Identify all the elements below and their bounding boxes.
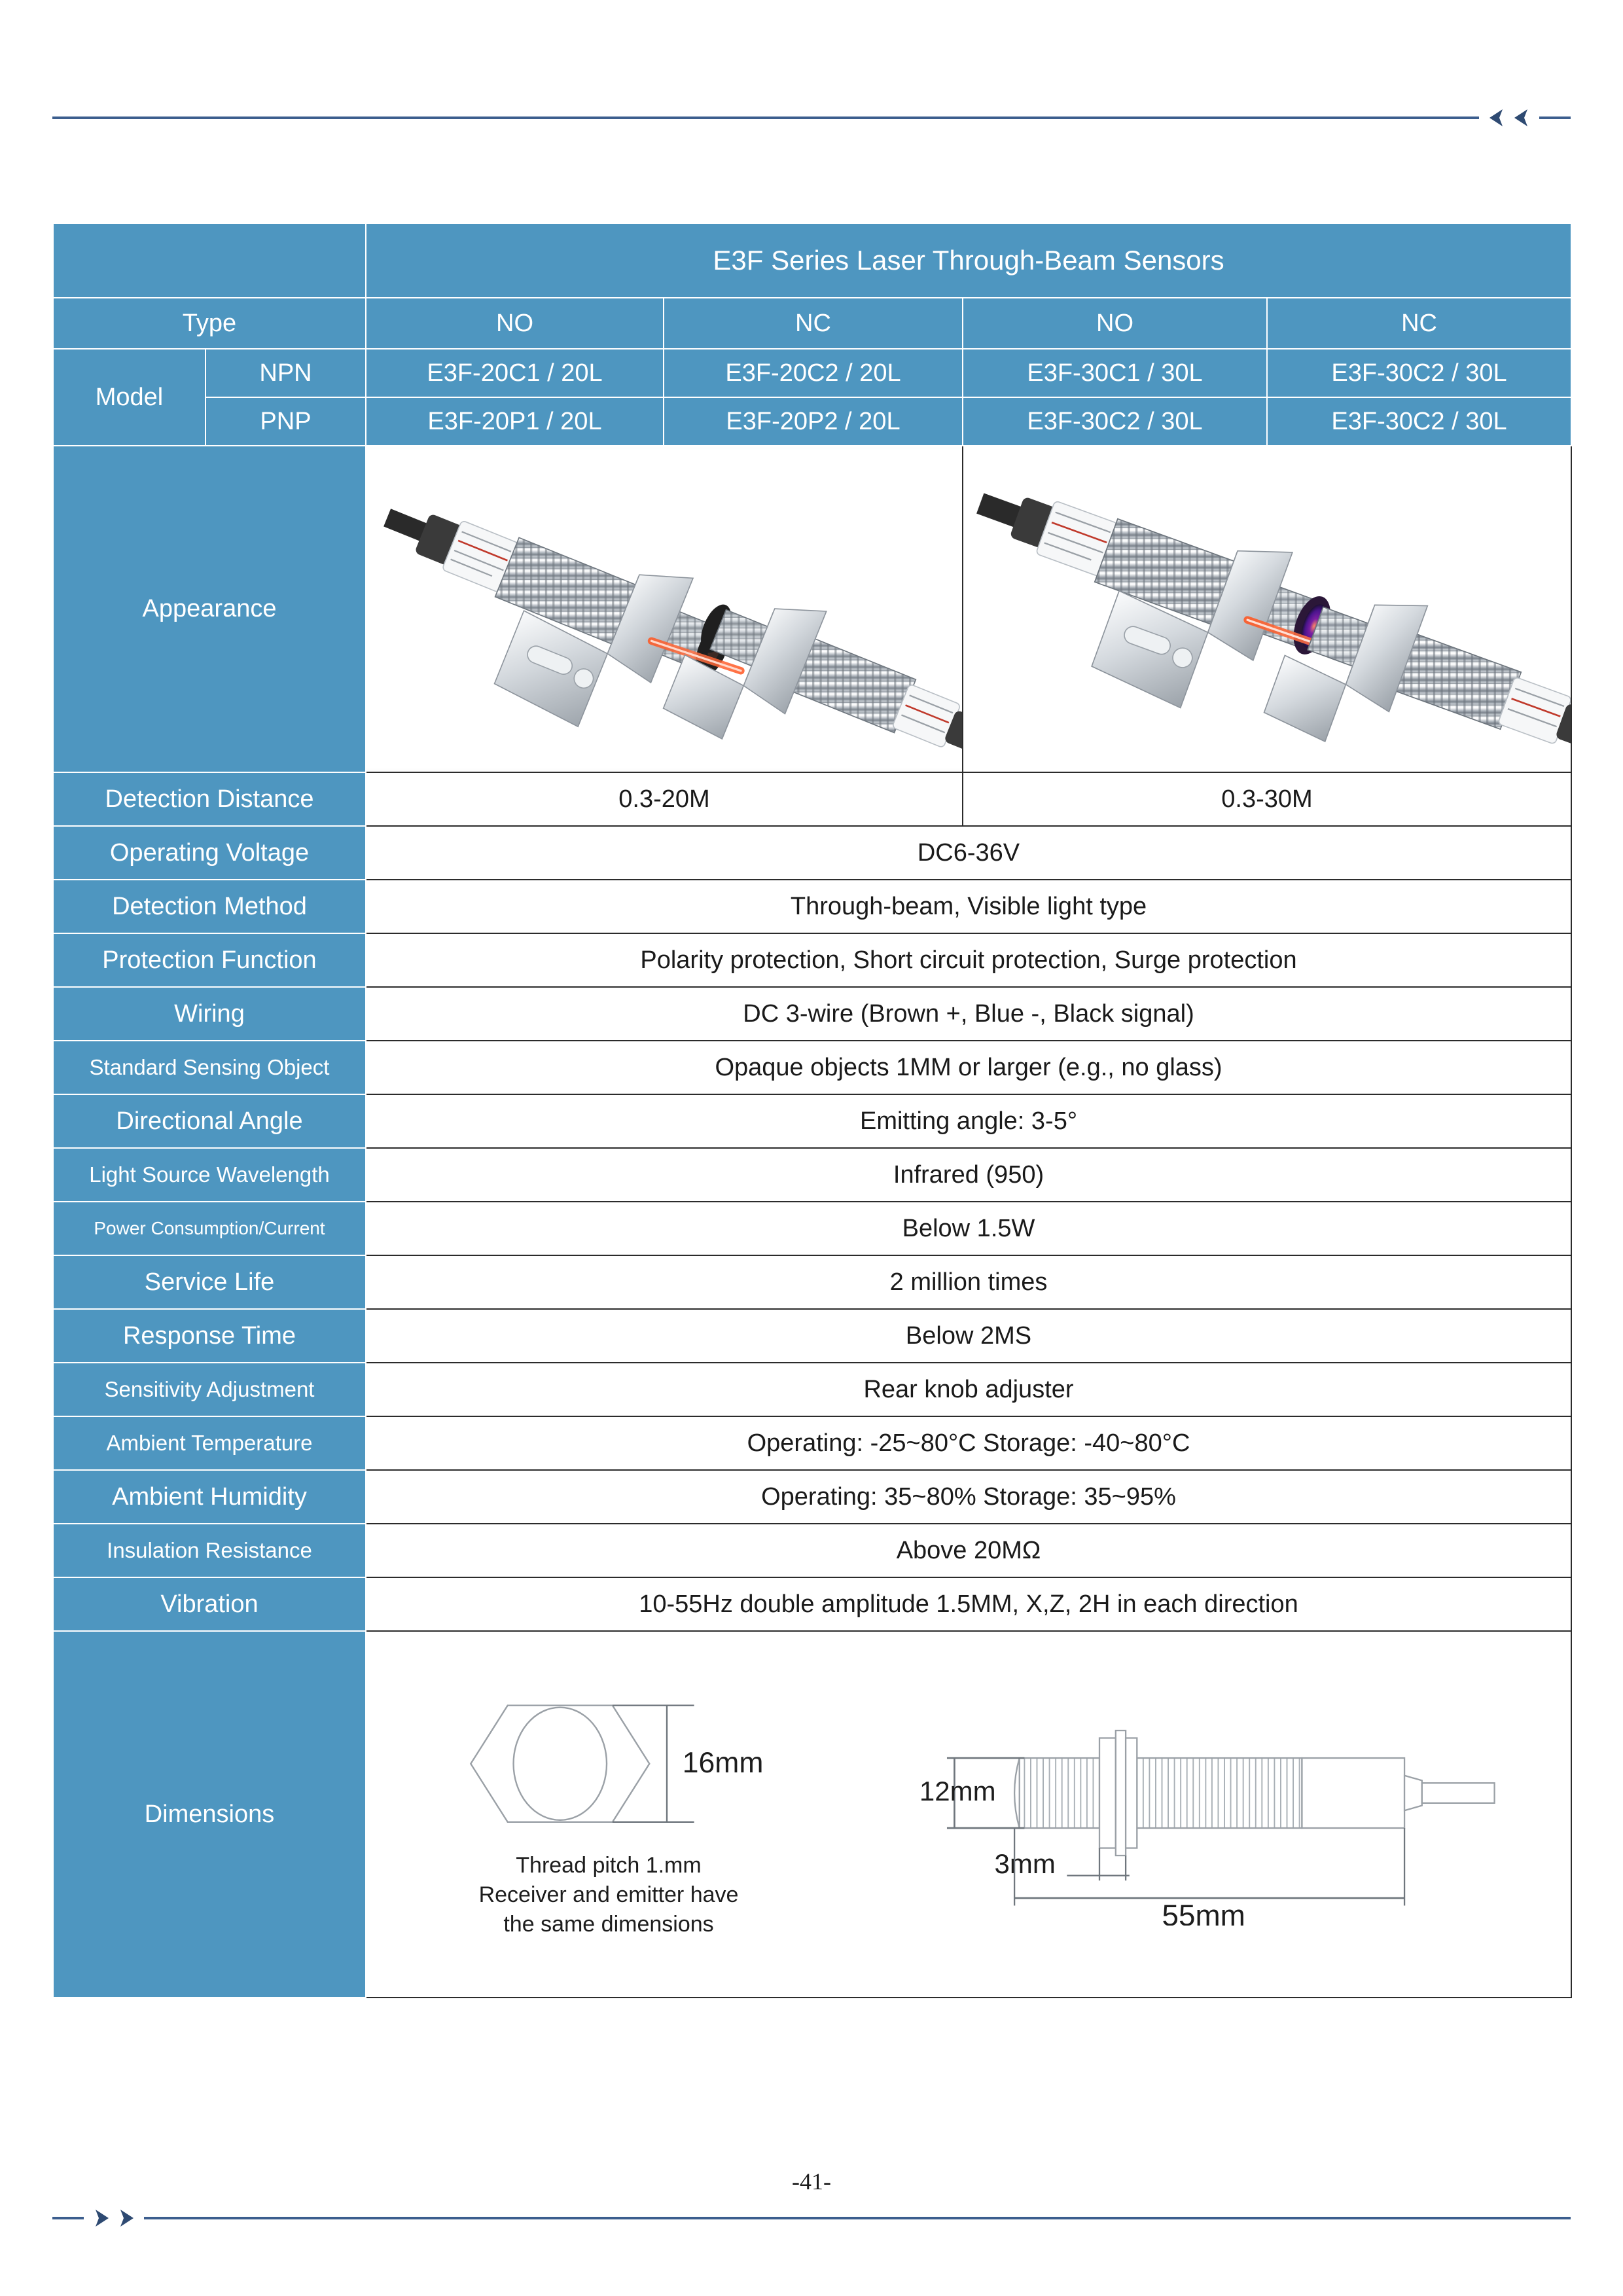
- spec-value: Above 20MΩ: [366, 1524, 1571, 1577]
- caption-line-2: Receiver and emitter have: [478, 1882, 739, 1907]
- spec-value: Operating: -25~80°C Storage: -40~80°C: [366, 1416, 1571, 1470]
- sensor-spec-table: [52, 223, 1572, 1998]
- appearance-label: Appearance: [53, 446, 366, 772]
- spec-label: Response Time: [53, 1309, 366, 1363]
- spec-value: Operating: 35~80% Storage: 35~95%: [366, 1470, 1571, 1524]
- type-value-4: NC: [1267, 298, 1571, 349]
- spec-value: Rear knob adjuster: [366, 1363, 1571, 1416]
- table-row-spec: [53, 880, 1571, 933]
- body-diameter-text: 12mm: [919, 1776, 996, 1807]
- page-header: [52, 98, 1571, 137]
- spec-value: Opaque objects 1MM or larger (e.g., no glass): [366, 1041, 1571, 1094]
- table-row-spec: [53, 1470, 1571, 1524]
- detection-distance-label: Detection Distance: [53, 772, 366, 826]
- type-label: Type: [53, 298, 366, 349]
- table-row-appearance: [53, 446, 1571, 772]
- spec-label: Protection Function: [53, 933, 366, 987]
- spec-label: Sensitivity Adjustment: [53, 1363, 366, 1416]
- double-chevron-right-icon: [84, 2207, 144, 2229]
- spec-label: Detection Method: [53, 880, 366, 933]
- spec-label: Insulation Resistance: [53, 1524, 366, 1577]
- table-row-dimensions: [53, 1631, 1571, 1998]
- side-view-drawing: [916, 1703, 1505, 1926]
- table-row-spec: [53, 1255, 1571, 1309]
- spec-value: Below 1.5W: [366, 1202, 1571, 1255]
- spec-value: DC6-36V: [366, 826, 1571, 880]
- dimensions-label: Dimensions: [53, 1631, 366, 1998]
- model-pnp-value-3: E3F-30C2 / 30L: [963, 397, 1267, 446]
- page-footer: [52, 2168, 1571, 2223]
- footer-rule-right: [144, 2217, 1571, 2219]
- table-row-spec: [53, 1309, 1571, 1363]
- dimensions-caption: [479, 1851, 739, 1939]
- table-row-model-npn: [53, 349, 1571, 397]
- spec-value: Below 2MS: [366, 1309, 1571, 1363]
- table-row-spec: [53, 1524, 1571, 1577]
- spec-value: Polarity protection, Short circuit protection, Surge protection: [366, 933, 1571, 987]
- spec-label: Light Source Wavelength: [53, 1148, 366, 1202]
- spec-label: Vibration: [53, 1577, 366, 1631]
- sensor-photo-right: [963, 446, 1571, 772]
- appearance-photo-30-series: [963, 446, 1571, 772]
- model-npn-label: NPN: [205, 349, 366, 397]
- type-value-1: NO: [366, 298, 664, 349]
- chevron-left-icon-2: [1510, 107, 1533, 129]
- table-row-spec: [53, 1041, 1571, 1094]
- table-row-type: [53, 298, 1571, 349]
- model-pnp-value-4: E3F-30C2 / 30L: [1267, 397, 1571, 446]
- chevron-right-icon-2: [115, 2207, 137, 2229]
- table-row-spec: [53, 1094, 1571, 1148]
- table-row-spec: [53, 826, 1571, 880]
- spec-value: Emitting angle: 3-5°: [366, 1094, 1571, 1148]
- spec-label: Service Life: [53, 1255, 366, 1309]
- model-npn-value-4: E3F-30C2 / 30L: [1267, 349, 1571, 397]
- spec-label: Ambient Humidity: [53, 1470, 366, 1524]
- spec-label: Power Consumption/Current: [53, 1202, 366, 1255]
- model-npn-value-2: E3F-20C2 / 20L: [664, 349, 963, 397]
- spec-label: Standard Sensing Object: [53, 1041, 366, 1094]
- table-row-spec: [53, 1577, 1571, 1631]
- spec-label: Operating Voltage: [53, 826, 366, 880]
- body-length-text: 55mm: [1162, 1899, 1245, 1926]
- model-npn-value-1: E3F-20C1 / 20L: [366, 349, 664, 397]
- spec-label: Wiring: [53, 987, 366, 1041]
- type-value-2: NC: [664, 298, 963, 349]
- table-row-detection-distance: [53, 772, 1571, 826]
- model-pnp-label: PNP: [205, 397, 366, 446]
- header-rule-right: [1539, 117, 1571, 119]
- chevron-left-icon-1: [1486, 107, 1508, 129]
- model-pnp-value-2: E3F-20P2 / 20L: [664, 397, 963, 446]
- model-npn-value-3: E3F-30C1 / 30L: [963, 349, 1267, 397]
- table-row-model-pnp: [53, 397, 1571, 446]
- model-pnp-value-1: E3F-20P1 / 20L: [366, 397, 664, 446]
- page-number: -41-: [792, 2168, 831, 2195]
- model-label: Model: [53, 349, 205, 446]
- hex-nut-diagram-icon: [432, 1690, 785, 1840]
- hex-dimension-text: 16mm: [682, 1746, 764, 1779]
- detection-distance-value-30: 0.3-30M: [963, 772, 1571, 826]
- sensor-side-view-diagram-icon: [916, 1703, 1505, 1926]
- appearance-photo-20-series: [366, 446, 963, 772]
- spec-value: Through-beam, Visible light type: [366, 880, 1571, 933]
- chevron-right-icon-1: [90, 2207, 113, 2229]
- series-title: E3F Series Laser Through-Beam Sensors: [366, 223, 1571, 298]
- footer-rule-left: [52, 2217, 84, 2219]
- table-row-spec: [53, 1363, 1571, 1416]
- spec-value: Infrared (950): [366, 1148, 1571, 1202]
- caption-line-3: the same dimensions: [503, 1911, 714, 1937]
- sensor-photo-left: [366, 446, 962, 772]
- dimensions-drawings: [366, 1631, 1571, 1998]
- type-value-3: NO: [963, 298, 1267, 349]
- table-row-title: [53, 223, 1571, 298]
- table-row-spec: [53, 1202, 1571, 1255]
- table-row-spec: [53, 1148, 1571, 1202]
- flange-thickness-text: 3mm: [994, 1848, 1056, 1879]
- table-row-spec: [53, 1416, 1571, 1470]
- double-chevron-left-icon: [1479, 107, 1539, 129]
- spec-value: 2 million times: [366, 1255, 1571, 1309]
- title-spacer-cell: [53, 223, 366, 298]
- spec-label: Ambient Temperature: [53, 1416, 366, 1470]
- table-row-spec: [53, 933, 1571, 987]
- spec-value: 10-55Hz double amplitude 1.5MM, X,Z, 2H in each direction: [366, 1577, 1571, 1631]
- detection-distance-value-20: 0.3-20M: [366, 772, 963, 826]
- spec-value: DC 3-wire (Brown +, Blue -, Black signal): [366, 987, 1571, 1041]
- caption-line-1: Thread pitch 1.mm: [516, 1852, 702, 1878]
- spec-label: Directional Angle: [53, 1094, 366, 1148]
- hex-nut-drawing: [432, 1690, 785, 1939]
- header-rule-left: [52, 117, 1479, 119]
- footer-rule: [52, 2207, 1571, 2229]
- table-row-spec: [53, 987, 1571, 1041]
